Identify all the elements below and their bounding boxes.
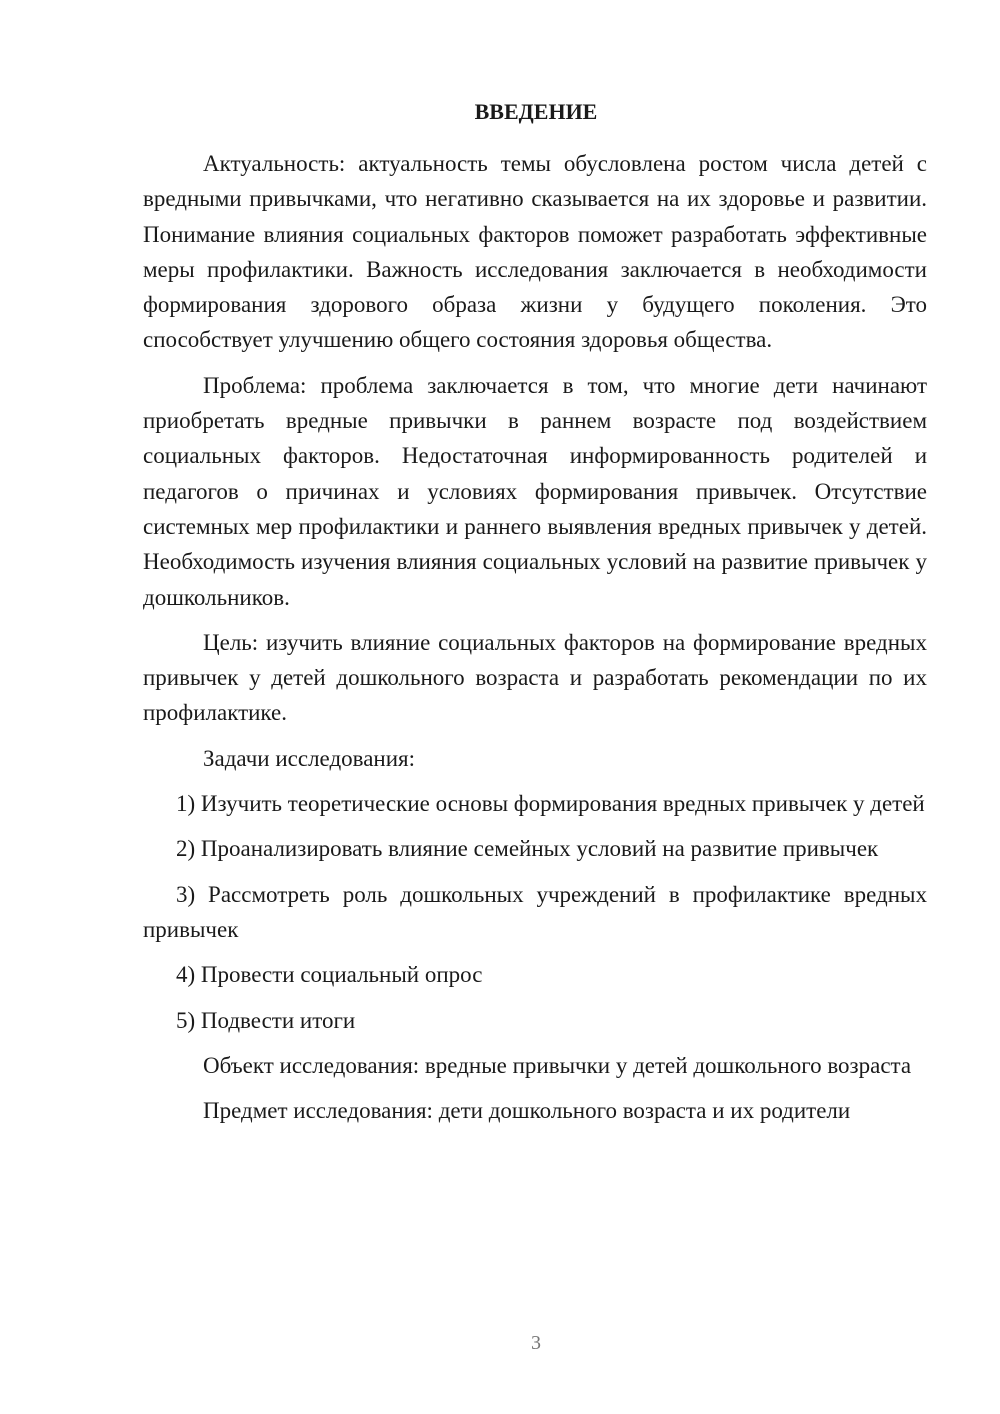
task-item-3: 3) Рассмотреть роль дошкольных учреждений в профилактике вредных привычек (143, 881, 927, 942)
task-item-2: 2) Проанализировать влияние семейных условий на развитие привычек (176, 836, 879, 862)
task-item-1: 1) Изучить теоретические основы формирования вредных привычек у детей (176, 791, 925, 817)
task-item-4: 4) Провести социальный опрос (176, 962, 483, 988)
page-content (143, 92, 927, 1138)
research-object-paragraph: Объект исследования: вредные привычки у детей дошкольного возраста (203, 1052, 912, 1078)
relevance-paragraph: Актуальность: актуальность темы обусловлена ростом числа детей с вредными привычками, что негативно сказывается на их здоровье и развитии. Понимание влияния социальных факторов поможет разработать эффективные меры профилактики. Важность исследования заключается в необходимости формирования здорового образа жизни у будущего поколения. Это способствует улучшению общего состояния здоровья общества. (143, 151, 927, 353)
tasks-title: Задачи исследования: (203, 745, 416, 771)
page-number: 3 (531, 1332, 541, 1354)
research-subject-paragraph: Предмет исследования: дети дошкольного возраста и их родители (203, 1098, 851, 1124)
task-item-5: 5) Подвести итоги (176, 1007, 356, 1033)
goal-paragraph: Цель: изучить влияние социальных факторов на формирование вредных привычек у детей дошкольного возраста и разработать рекомендации по их профилактике. (143, 629, 927, 726)
problem-paragraph: Проблема: проблема заключается в том, что многие дети начинают приобретать вредные привычки в раннем возрасте под воздействием социальных факторов. Недостаточная информированность родителей и педагогов о причинах и условиях формирования привычек. Отсутствие системных мер профилактики и раннего выявления вредных привычек у детей. Необходимость изучения влияния социальных условий на развитие привычек у дошкольников. (143, 372, 927, 610)
page-title: ВВЕДЕНИЕ (474, 99, 598, 124)
